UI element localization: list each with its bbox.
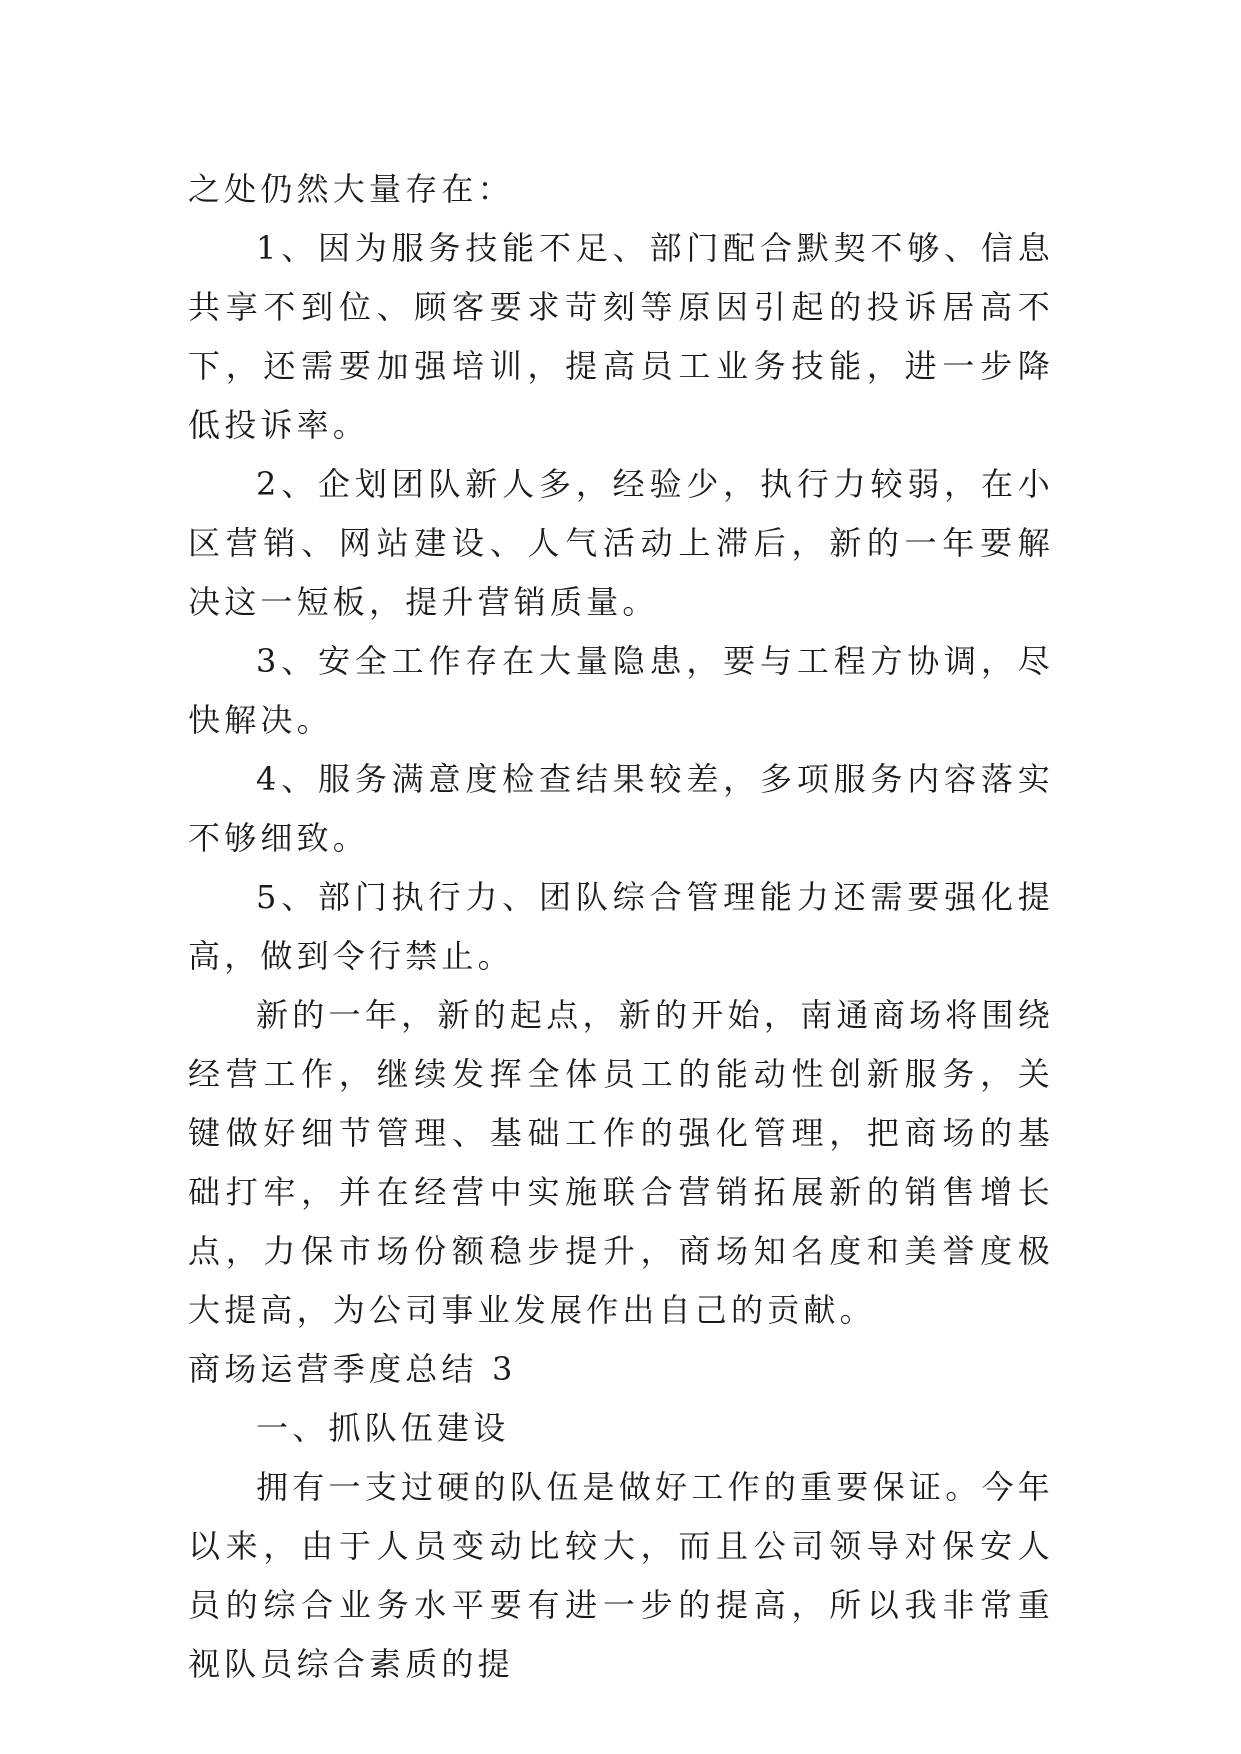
paragraph-item-3: 3、安全工作存在大量隐患，要与工程方协调，尽快解决。 <box>188 642 1054 739</box>
paragraph-continuation: 之处仍然大量存在： <box>188 170 514 208</box>
paragraph-conclusion: 新的一年，新的起点，新的开始，南通商场将围绕经营工作，继续发挥全体员工的能动性创新服务，关键做好细节管理、基础工作的强化管理，把商场的基础打牢，并在经营中实施联合营销拓展新的销售增长点，力保市场份额稳步提升，商场知名度和美誉度极大提高，为公司事业发展作出自己的贡献。 <box>188 996 1054 1329</box>
paragraph-item-5: 5、部门执行力、团队综合管理能力还需要强化提高，做到令行禁止。 <box>188 878 1054 975</box>
section-title: 商场运营季度总结 3 <box>188 1350 517 1388</box>
paragraph-team-building: 拥有一支过硬的队伍是做好工作的重要保证。今年以来，由于人员变动比较大，而且公司领导对保安人员的综合业务水平要有进一步的提高，所以我非常重视队员综合素质的提 <box>188 1468 1054 1683</box>
paragraph-item-1: 1、因为服务技能不足、部门配合默契不够、信息共享不到位、顾客要求苛刻等原因引起的投诉居高不下，还需要加强培训，提高员工业务技能，进一步降低投诉率。 <box>188 229 1054 444</box>
paragraph-item-4: 4、服务满意度检查结果较差，多项服务内容落实不够细致。 <box>188 760 1054 857</box>
paragraph-item-2: 2、企划团队新人多，经验少，执行力较弱，在小区营销、网站建设、人气活动上滞后，新的一年要解决这一短板，提升营销质量。 <box>188 465 1054 621</box>
document-body <box>188 160 1054 1694</box>
subsection-heading: 一、抓队伍建设 <box>256 1409 510 1447</box>
